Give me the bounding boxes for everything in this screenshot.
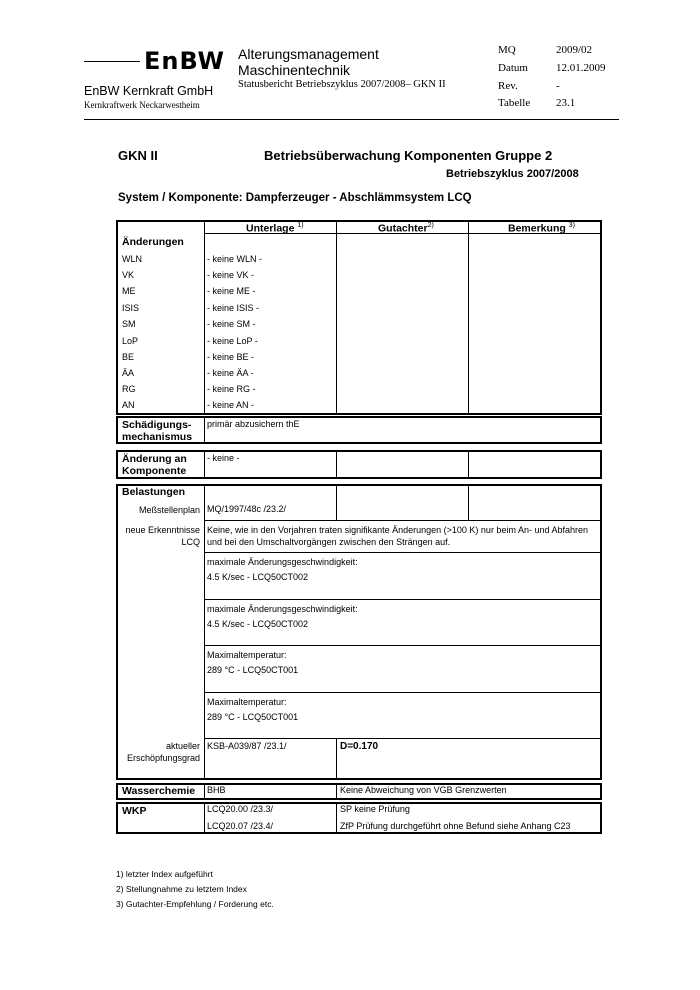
change-value-sm: - keine SM - [207, 319, 256, 329]
col-header-bemerkung: Bemerkung $^{3)}$ [508, 222, 575, 235]
meta-label-datum: Datum [498, 62, 528, 74]
row-rule [204, 692, 602, 693]
col-header-unterlage: Unterlage $^{1)}$ [246, 222, 304, 235]
change-value-lop: - keine LoP - [207, 336, 258, 346]
unit-title: GKN II [118, 148, 158, 163]
max-temperature-block: Maximaltemperatur: 289 °C - LCQ50CT001 [207, 650, 299, 675]
col-divider [336, 450, 337, 479]
system-title: System / Komponente: Dampferzeuger - Abschlämmsystem LCQ [118, 192, 472, 204]
change-value-me: - keine ME - [207, 286, 256, 296]
fatigue-label: aktueller Erschöpfungsgrad [126, 741, 200, 763]
wkp-reference: LCQ20.07 /23.4/ [207, 821, 274, 831]
change-label-an: AN [122, 400, 135, 410]
col-divider [336, 783, 337, 800]
change-label-lop: LoP [122, 336, 139, 346]
max-change-rate-block: maximale Änderungsgeschwindigkeit: 4.5 K/sec - LCQ50CT002 [207, 557, 358, 582]
col-divider [336, 220, 337, 415]
aenderungen-label: Änderungen [122, 236, 184, 248]
water-chemistry-note: Keine Abweichung von VGB Grenzwerten [340, 785, 507, 795]
change-label-sm: SM [122, 319, 136, 329]
component-table [116, 220, 602, 836]
damage-mechanism-label: Schädigungs- mechanismus [122, 419, 193, 443]
footnote-3: 3) Gutachter-Empfehlung / Forderung etc. [116, 899, 274, 909]
logo-rule [84, 61, 140, 62]
max-change-rate-block: maximale Änderungsgeschwindigkeit: 4.5 K/sec - LCQ50CT002 [207, 604, 358, 629]
change-value-vk: - keine VK - [207, 270, 255, 280]
col-divider [468, 450, 469, 479]
meta-label-rev: Rev. [498, 80, 518, 92]
col-divider [336, 484, 337, 520]
row-rule [204, 520, 602, 521]
measuring-plan-label: Meßstellenplan [138, 505, 200, 515]
page-heading: Betriebsüberwachung Komponenten Gruppe 2 [264, 148, 553, 163]
enbw-logo: EnBW [144, 47, 225, 75]
cycle-title: Betriebszyklus 2007/2008 [446, 168, 579, 180]
component-change-section [116, 450, 602, 479]
fatigue-value: D=0.170 [340, 741, 379, 752]
water-chemistry-label: Wasserchemie [122, 785, 196, 797]
wkp-note: SP keine Prüfung [340, 804, 410, 814]
document-subtitle: Statusbericht Betriebszyklus 2007/2008– GKN II [238, 79, 446, 90]
row-rule [204, 645, 602, 646]
document-title [238, 46, 379, 78]
change-value-isis: - keine ISIS - [207, 303, 260, 313]
new-findings-text: Keine, wie in den Vorjahren traten signifikante Änderungen (>100 K) nur beim An- und Abfahren und bei den Umschaltvorgängen zwischen den Strängen auf. [207, 525, 589, 547]
change-value-wln: - keine WLN - [207, 254, 263, 264]
component-change-label: Änderung an Komponente [122, 453, 187, 477]
col-divider [204, 450, 205, 479]
meta-label-tabelle: Tabelle [498, 97, 531, 109]
col-header-gutachter: Gutachter$^{2)}$ [378, 222, 434, 235]
change-label-be: BE [122, 352, 135, 362]
plant-name: Kernkraftwerk Neckarwestheim [84, 100, 200, 110]
wkp-note: ZfP Prüfung durchgeführt ohne Befund siehe Anhang C23 [340, 821, 571, 831]
change-value-rg: - keine RG - [207, 384, 256, 394]
col-divider [204, 783, 205, 800]
loads-label: Belastungen [122, 486, 186, 498]
change-value-be: - keine BE - [207, 352, 255, 362]
component-change-value: - keine - [207, 453, 240, 463]
col-divider [468, 484, 469, 520]
fatigue-reference: KSB-A039/87 /23.1/ [207, 741, 287, 751]
changes-section [116, 220, 602, 415]
max-temperature-block: Maximaltemperatur: 289 °C - LCQ50CT001 [207, 697, 299, 722]
footnote-1: 1) letzter Index aufgeführt [116, 869, 213, 879]
row-rule [204, 552, 602, 553]
wkp-label: WKP [122, 805, 147, 817]
col-divider [204, 802, 205, 834]
row-rule [204, 738, 602, 739]
col-divider [204, 220, 205, 415]
company-name: EnBW Kernkraft GmbH [84, 84, 214, 98]
meta-value-tabelle: 23.1 [556, 97, 576, 109]
meta-value-rev: - [556, 80, 560, 92]
change-value-an: - keine AN - [207, 400, 255, 410]
meta-label-mq: MQ [498, 44, 516, 56]
meta-value-datum: 12.01.2009 [556, 62, 606, 74]
change-label-aa: ÄA [122, 368, 135, 378]
wkp-reference: LCQ20.00 /23.3/ [207, 804, 274, 814]
change-label-me: ME [122, 286, 136, 296]
change-label-rg: RG [122, 384, 136, 394]
damage-mechanism-value: primär abzusichern thE [207, 419, 300, 429]
header-rule [84, 119, 619, 120]
change-label-wln: WLN [122, 254, 142, 264]
change-value-aa: - keine ÄA - [207, 368, 254, 378]
new-findings-label: neue Erkenntnisse LCQ [125, 525, 200, 547]
col-divider [336, 738, 337, 780]
document-title-line1: Alterungsmanagement [238, 46, 379, 62]
meta-value-mq: 2009/02 [556, 44, 593, 56]
water-chemistry-value: BHB [207, 785, 226, 795]
row-rule [204, 599, 602, 600]
measuring-plan-value: MQ/1997/48c /23.2/ [207, 504, 287, 514]
document-title-line2: Maschinentechnik [238, 62, 351, 78]
change-label-vk: VK [122, 270, 135, 280]
col-divider [468, 220, 469, 415]
col-divider [336, 802, 337, 834]
footnote-2: 2) Stellungnahme zu letztem Index [116, 884, 247, 894]
col-divider [204, 416, 205, 444]
change-label-isis: ISIS [122, 303, 140, 313]
col-divider [204, 484, 205, 780]
